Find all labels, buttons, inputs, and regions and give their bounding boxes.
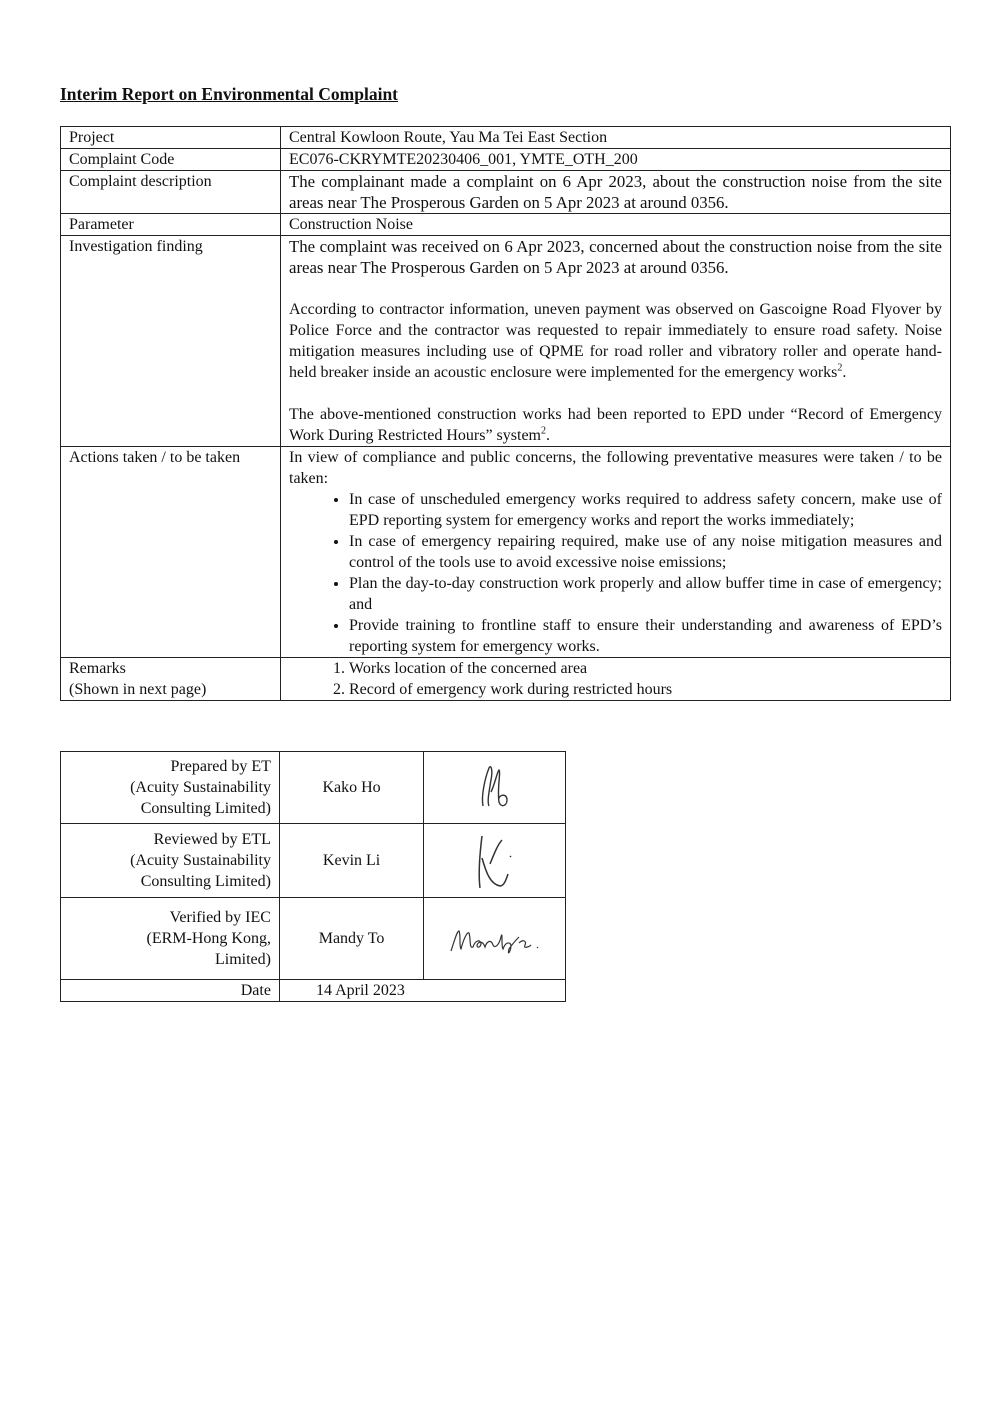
parameter-value: Construction Noise	[281, 214, 951, 236]
role-line: (ERM-Hong Kong,	[146, 930, 271, 947]
reviewed-name: Kevin Li	[279, 824, 423, 898]
reviewed-signature	[424, 824, 566, 898]
date-value: 14 April 2023	[279, 980, 565, 1002]
action-item: • Provide training to frontline staff to ensure their understanding and awareness of EPD’s reporting system for emergency works.	[349, 615, 942, 657]
prepared-role	[61, 752, 280, 824]
role-line: (Acuity Sustainability	[130, 852, 271, 869]
signoff-table	[60, 751, 566, 1002]
remarks-value	[281, 658, 951, 701]
role-line: Reviewed by ETL	[153, 831, 271, 848]
actions-value	[281, 447, 951, 658]
row-parameter	[61, 214, 951, 236]
prepared-name: Kako Ho	[279, 752, 423, 824]
remarks-subtitle: (Shown in next page)	[69, 681, 207, 698]
investigation-value	[281, 236, 951, 447]
role-line: Limited)	[214, 951, 271, 968]
project-label: Project	[61, 127, 281, 149]
investigation-paragraph-1: The complaint was received on 6 Apr 2023, concerned about the construction noise from the site areas near The Prosperous Garden on 5 Apr 2023 at around 0356.	[289, 237, 942, 277]
period: .	[842, 364, 847, 381]
action-item: • In case of unscheduled emergency works required to address safety concern, make use of EPD reporting system for emergency works and report the works immediately;	[349, 489, 942, 531]
complaint-table	[60, 126, 951, 701]
remark-item: 2. Record of emergency work during restricted hours	[349, 679, 942, 700]
signature-icon	[465, 758, 525, 818]
row-remarks	[61, 658, 951, 701]
complaint-description-value: The complainant made a complaint on 6 Apr 2023, about the construction noise from the site areas near The Prosperous Garden on 5 Apr 2023 at around 0356.	[281, 171, 951, 214]
complaint-code-value: EC076-CKRYMTE20230406_001, YMTE_OTH_200	[281, 149, 951, 171]
complaint-description-label: Complaint description	[61, 171, 281, 214]
actions-intro: In view of compliance and public concerns, the following preventative measures were taken / to be taken:	[289, 449, 942, 487]
role-line: Consulting Limited)	[140, 873, 271, 890]
actions-label: Actions taken / to be taken	[61, 447, 281, 658]
signature-icon	[460, 828, 530, 894]
actions-list	[289, 489, 942, 657]
verified-role	[61, 898, 280, 980]
investigation-label: Investigation finding	[61, 236, 281, 447]
complaint-code-label: Complaint Code	[61, 149, 281, 171]
verified-name: Mandy To	[279, 898, 423, 980]
project-value: Central Kowloon Route, Yau Ma Tei East Section	[281, 127, 951, 149]
row-actions	[61, 447, 951, 658]
period: .	[546, 427, 550, 444]
row-prepared	[61, 752, 566, 824]
role-line: Prepared by ET	[170, 758, 271, 775]
reviewed-role	[61, 824, 280, 898]
row-complaint-description	[61, 171, 951, 214]
remarks-label	[61, 658, 281, 701]
action-item: • In case of emergency repairing required, make use of any noise mitigation measures and control of the tools use to avoid excessive noise emissions;	[349, 531, 942, 573]
row-reviewed	[61, 824, 566, 898]
date-label: Date	[61, 980, 280, 1002]
remarks-list	[289, 658, 942, 700]
report-title: Interim Report on Environmental Complaint	[60, 84, 399, 104]
signature-icon	[445, 919, 545, 959]
investigation-paragraph-2-text: According to contractor information, uneven payment was observed on Gascoigne Road Flyover by Police Force and the contractor was requested to repair immediately to ensure road safety. Noise mitigation measures including use of QPME for road roller and vibratory roller and operate hand-held breaker inside an acoustic enclosure were implemented for the emergency works	[289, 301, 942, 381]
investigation-paragraph-3	[289, 404, 942, 446]
role-line: Consulting Limited)	[140, 800, 271, 817]
role-line: Verified by IEC	[169, 909, 271, 926]
row-project	[61, 127, 951, 149]
row-investigation	[61, 236, 951, 447]
parameter-label: Parameter	[61, 214, 281, 236]
investigation-paragraph-2	[289, 299, 942, 383]
verified-signature	[424, 898, 566, 980]
remark-item: 1. Works location of the concerned area	[349, 658, 942, 679]
footnote-ref: 2	[837, 362, 843, 374]
row-verified	[61, 898, 566, 980]
prepared-signature	[424, 752, 566, 824]
role-line: (Acuity Sustainability	[130, 779, 271, 796]
footnote-ref: 2	[541, 425, 546, 437]
action-item: • Plan the day-to-day construction work properly and allow buffer time in case of emergency; and	[349, 573, 942, 615]
row-date	[61, 980, 566, 1002]
remarks-title: Remarks	[69, 660, 126, 677]
investigation-paragraph-3-text: The above-mentioned construction works had been reported to EPD under “Record of Emergency Work During Restricted Hours” system	[289, 406, 942, 444]
row-complaint-code	[61, 149, 951, 171]
